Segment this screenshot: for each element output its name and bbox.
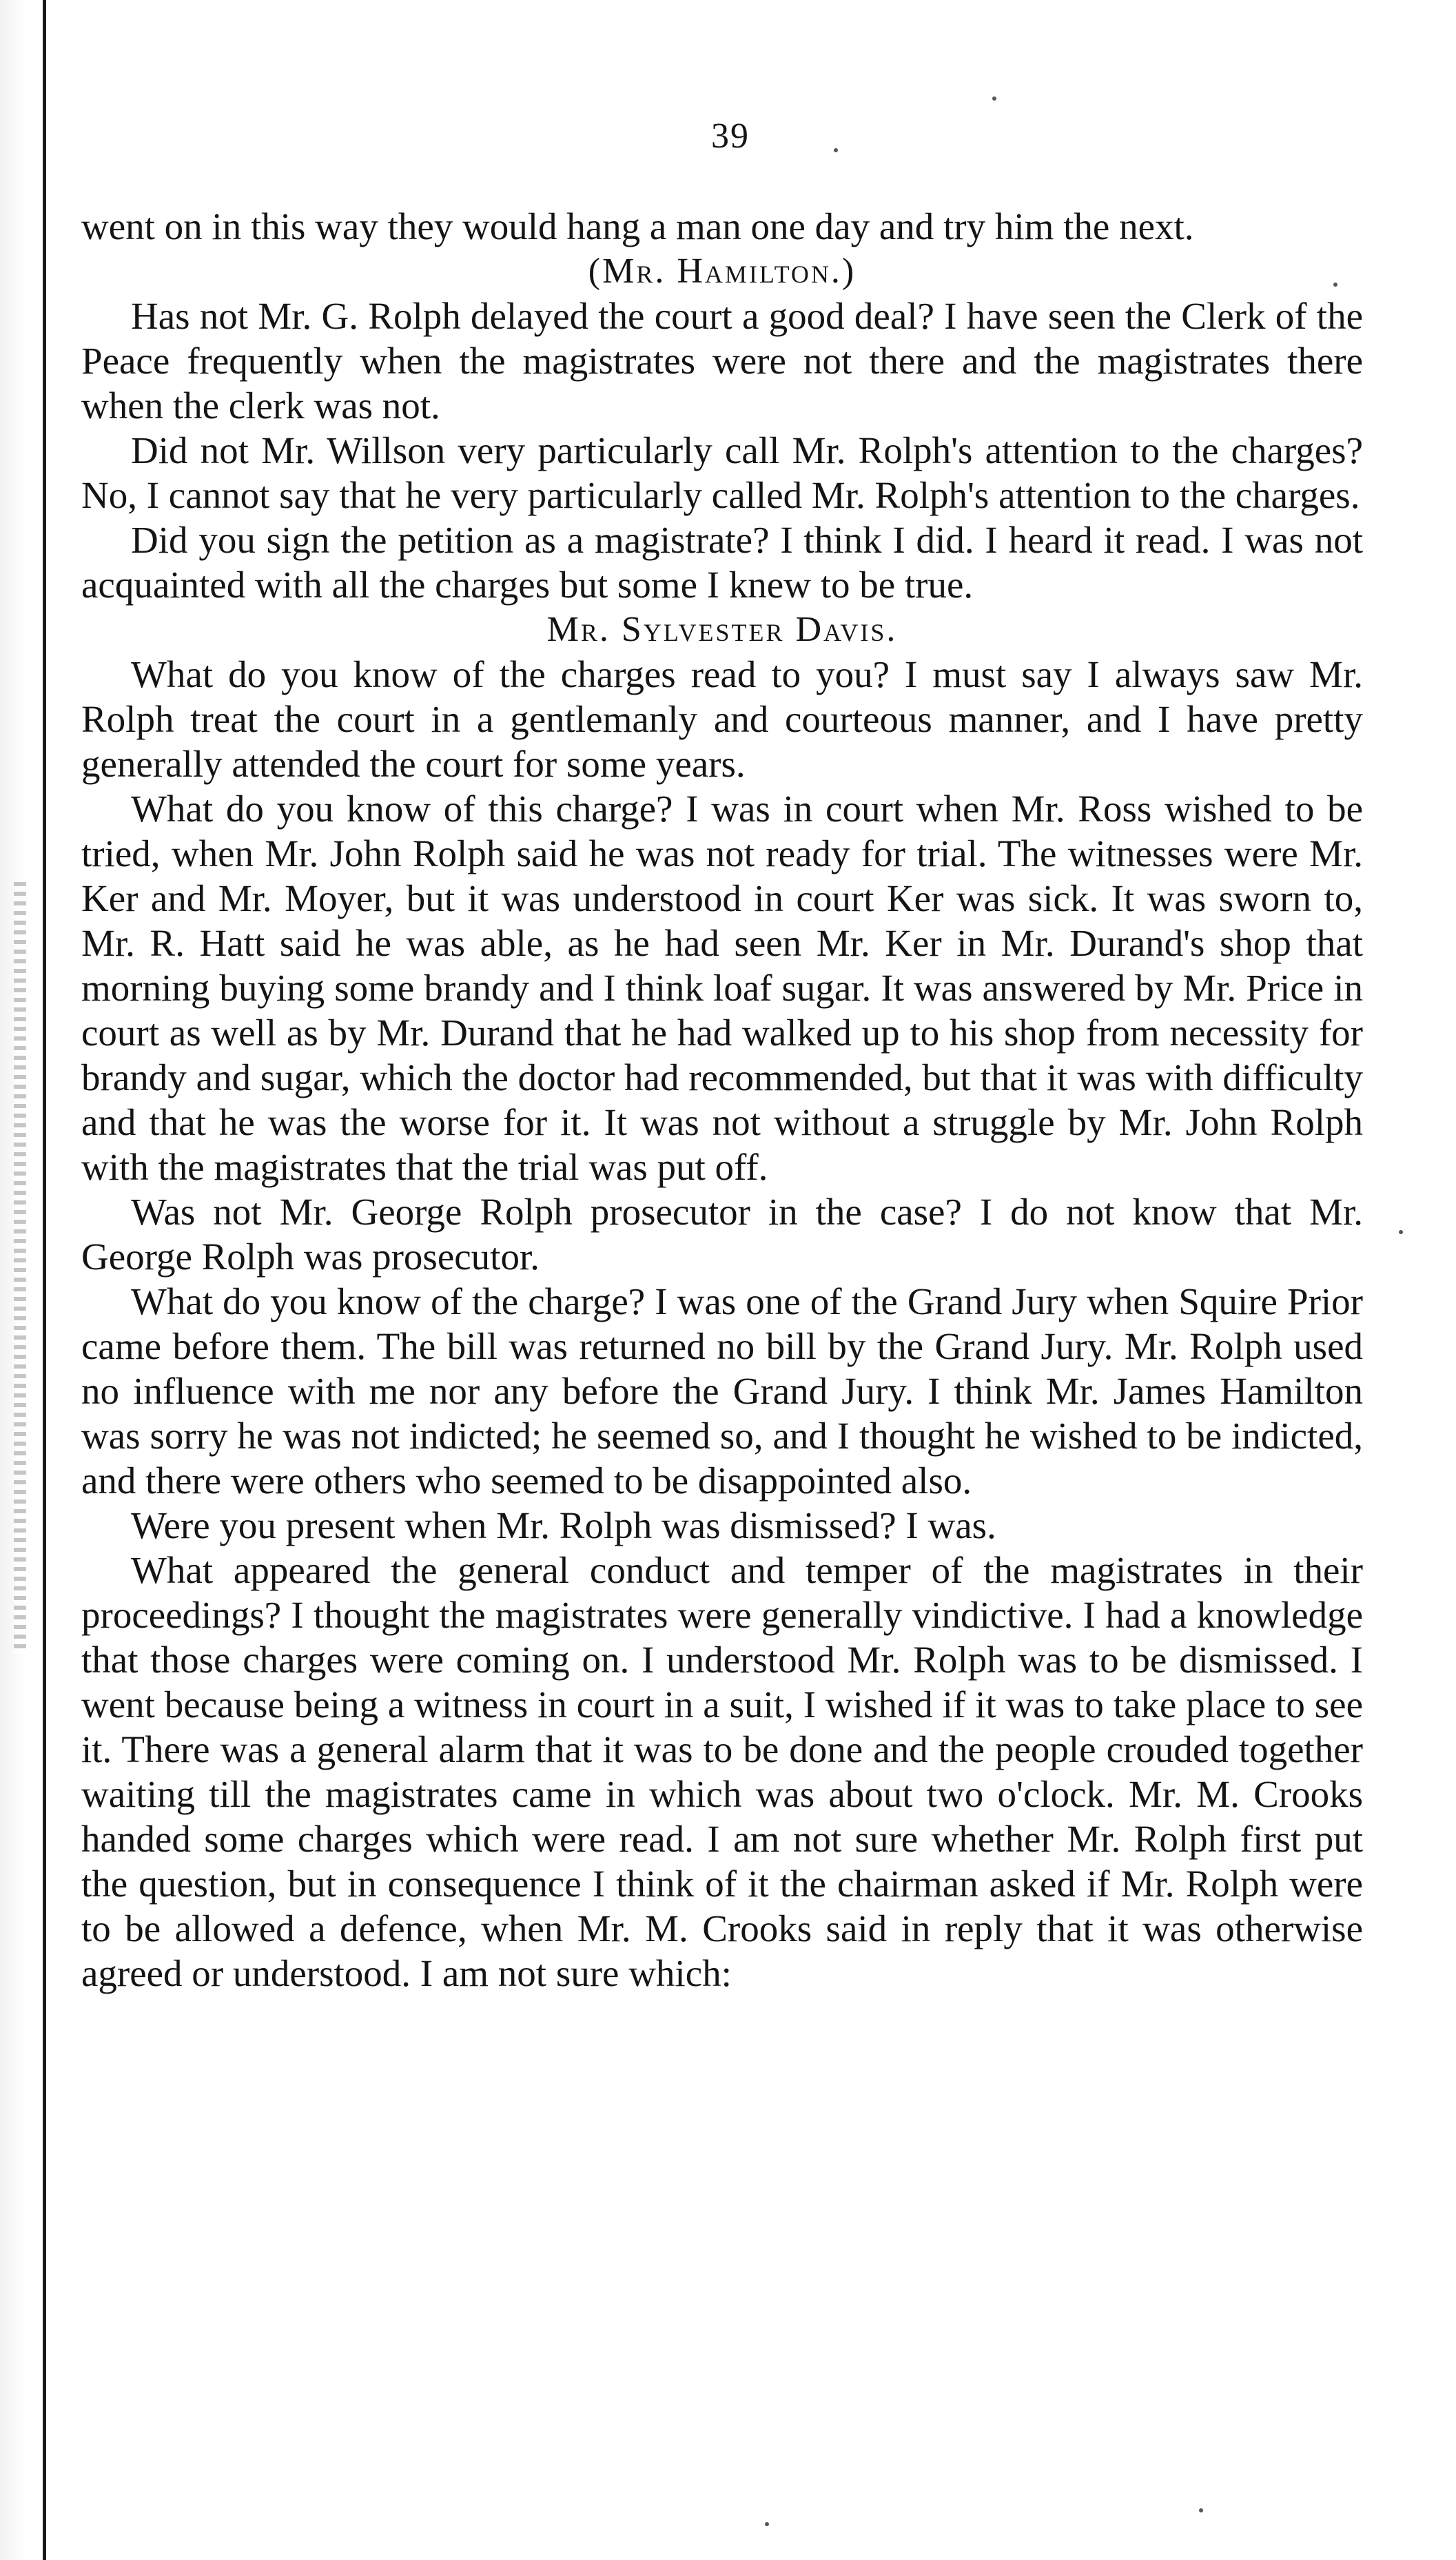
speaker-heading-davis: Mr. Sylvester Davis.: [546, 610, 898, 649]
body-text: [81, 204, 1363, 1996]
paragraph-5: Did you sign the petition as a magistrate? I think I did. I heard it read. I was not acquainted with all the charges but some I knew to be true.: [81, 519, 1363, 606]
scan-speck: [1199, 2508, 1203, 2512]
paragraph-11: Were you present when Mr. Rolph was dismissed? I was.: [131, 1504, 996, 1546]
paragraph-9: Was not Mr. George Rolph prosecutor in the case? I do not know that Mr. George Rolph was prosecutor.: [81, 1191, 1363, 1278]
scan-speck: [992, 96, 996, 101]
scan-speck: [1399, 1230, 1403, 1234]
binding-edge-line: [43, 0, 46, 2560]
paragraph-7: What do you know of the charges read to you? I must say I always saw Mr. Rolph treat the court in a gentlemanly and courteous manner, and I have pretty generally attended the court for some years.: [81, 653, 1363, 785]
scan-speck: [765, 2522, 769, 2526]
paragraph-12: What appeared the general conduct and temper of the magistrates in their proceedings? I thought the magistrates were generally vindictive. I had a knowledge that those charges were coming on. I understood Mr. Rolph was to be dismissed. I went because being a witness in court in a suit, I wished if it was to take place to see it. There was a general alarm that it was to be done and the people crouded together waiting till the magistrates came in which was about two o'clock. Mr. M. Crooks handed some charges which were read. I am not sure whether Mr. Rolph first put the question, but in consequence I think of it the chairman asked if Mr. Rolph were to be allowed a defence, when Mr. M. Crooks said in reply that it was otherwise agreed or understood. I am not sure which:: [81, 1549, 1363, 1994]
paragraph-4: Did not Mr. Willson very particularly call Mr. Rolph's attention to the charges? No, I cannot say that he very particularly called Mr. Rolph's attention to the charges.: [81, 429, 1363, 516]
scan-speck: [834, 148, 838, 152]
paragraph-3: Has not Mr. G. Rolph delayed the court a good deal? I have seen the Clerk of the Peace frequently when the magistrates were not there and the magistrates there when the clerk was not.: [81, 295, 1363, 427]
paragraph-1: went on in this way they would hang a man one day and try him the next.: [81, 205, 1194, 247]
binding-stitching: [14, 882, 26, 1654]
page-number: 39: [711, 116, 750, 156]
paragraph-10: What do you know of the charge? I was one of the Grand Jury when Squire Prior came before them. The bill was returned no bill by the Grand Jury. Mr. Rolph used no influence with me nor any before the Grand Jury. I think Mr. James Hamilton was sorry he was not indicted; he seemed so, and I thought he wished to be indicted, and there were others who seemed to be disappointed also.: [81, 1280, 1363, 1502]
speaker-heading-hamilton: (Mr. Hamilton.): [588, 252, 857, 291]
scan-speck: [1333, 283, 1337, 287]
paragraph-8: What do you know of this charge? I was in court when Mr. Ross wished to be tried, when Mr. John Rolph said he was not ready for trial. The witnesses were Mr. Ker and Mr. Moyer, but it was understood in court Ker was sick. It was sworn to, Mr. R. Hatt said he was able, as he had seen Mr. Ker in Mr. Durand's shop that morning buying some brandy and I think loaf sugar. It was answered by Mr. Price in court as well as by Mr. Durand that he had walked up to his shop from necessity for brandy and sugar, which the doctor had recommended, but that it was with difficulty and that he was the worse for it. It was not without a struggle by Mr. John Rolph with the magistrates that the trial was put off.: [81, 788, 1363, 1188]
